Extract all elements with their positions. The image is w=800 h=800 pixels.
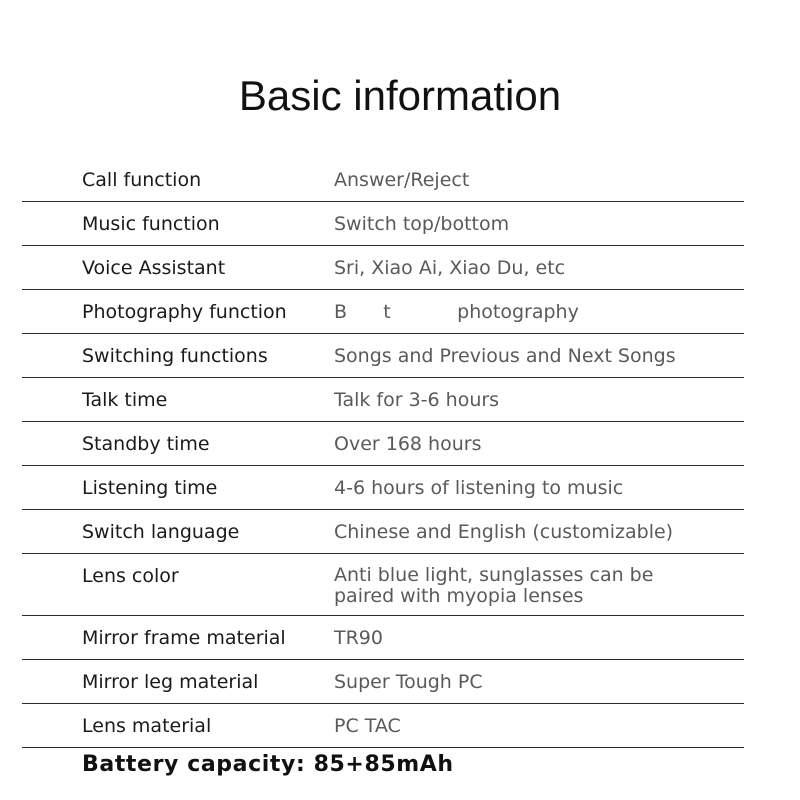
spec-value: Talk for 3-6 hours [334, 389, 500, 411]
spec-value: Sri, Xiao Ai, Xiao Du, etc [334, 257, 566, 279]
spec-row-standby-time [22, 422, 744, 466]
spec-label: Music function [82, 213, 220, 235]
spec-row-photography-function [22, 290, 744, 334]
battery-capacity: Battery capacity: 85+85mAh [82, 752, 454, 777]
spec-value-line: paired with myopia lenses [334, 585, 584, 607]
spec-label: Switch language [82, 521, 240, 543]
spec-label: Switching functions [82, 345, 268, 367]
spec-row-listening-time [22, 466, 744, 510]
spec-row-mirror-leg-material [22, 660, 744, 704]
spec-value: Answer/Reject [334, 169, 470, 191]
spec-row-call-function [22, 158, 744, 202]
spec-label: Photography function [82, 301, 287, 323]
spec-label: Standby time [82, 433, 210, 455]
spec-value-line: Anti blue light, sunglasses can be [334, 564, 654, 586]
spec-value: 4-6 hours of listening to music [334, 477, 624, 499]
spec-value: Switch top/bottom [334, 213, 510, 235]
page-title: Basic information [238, 72, 562, 119]
spec-row-lens-material [22, 704, 744, 748]
spec-label: Mirror frame material [82, 627, 286, 649]
spec-table [22, 158, 744, 748]
spec-value: Songs and Previous and Next Songs [334, 345, 676, 367]
spec-value: PC TAC [334, 715, 401, 737]
spec-label: Voice Assistant [82, 257, 226, 279]
spec-label: Lens color [82, 565, 179, 587]
spec-row-switching-functions [22, 334, 744, 378]
spec-label: Lens material [82, 715, 212, 737]
spec-row-switch-language [22, 510, 744, 554]
spec-label: Mirror leg material [82, 671, 259, 693]
spec-value: Chinese and English (customizable) [334, 521, 674, 543]
spec-row-mirror-frame-material [22, 616, 744, 660]
spec-value: Over 168 hours [334, 433, 482, 455]
spec-value: TR90 [334, 627, 383, 649]
spec-value: B t photography [334, 301, 579, 323]
spec-row-voice-assistant [22, 246, 744, 290]
spec-label: Talk time [82, 389, 168, 411]
spec-row-lens-color [22, 554, 744, 616]
spec-value [334, 554, 744, 616]
spec-label: Listening time [82, 477, 218, 499]
spec-value: Super Tough PC [334, 671, 483, 693]
spec-row-talk-time [22, 378, 744, 422]
spec-label: Call function [82, 169, 202, 191]
spec-row-music-function [22, 202, 744, 246]
